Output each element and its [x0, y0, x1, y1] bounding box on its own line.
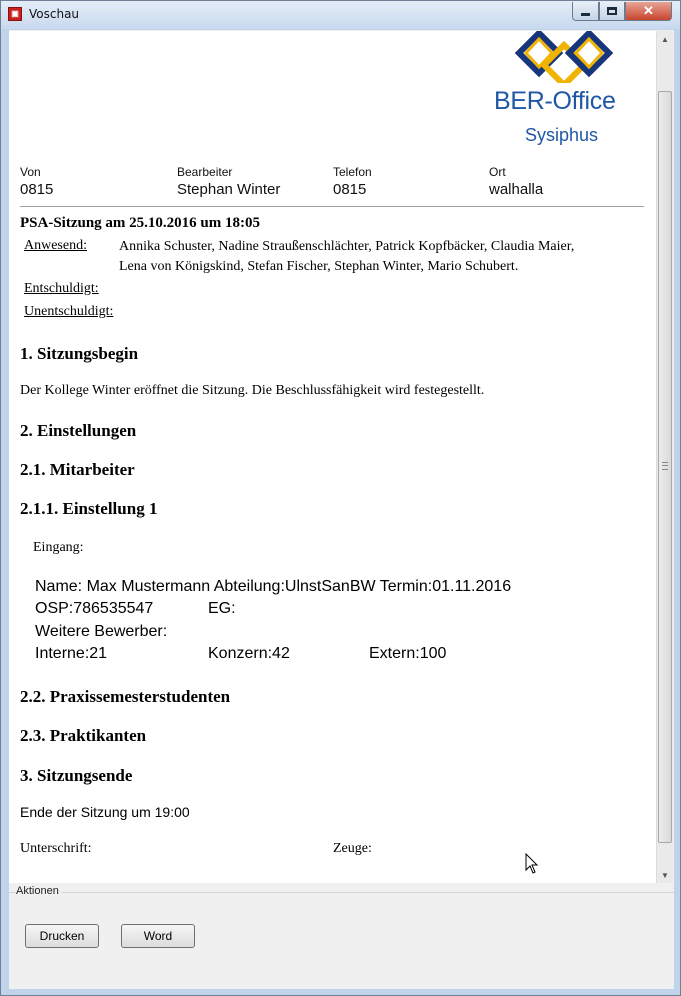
weitere-bewerber-label: Weitere Bewerber:	[35, 623, 168, 640]
osp-value: OSP:786535547	[35, 600, 154, 617]
section-1-text: Der Kollege Winter eröffnet die Sitzung. Die Beschlussfähigkeit wird festegestellt.	[20, 383, 485, 398]
scroll-up-icon[interactable]: ▲	[661, 34, 669, 44]
section-2-2-heading: 2.2. Praxissemesterstudenten	[20, 687, 231, 706]
zeuge-label: Zeuge:	[333, 841, 372, 856]
bearbeiter-label: Bearbeiter	[177, 165, 233, 179]
scroll-down-icon[interactable]: ▼	[661, 870, 669, 880]
mouse-cursor-icon	[525, 853, 539, 875]
app-icon: ▣	[8, 7, 22, 21]
von-value: 0815	[20, 181, 54, 198]
anwesend-line-1: Annika Schuster, Nadine Straußenschlächter, Patrick Kopfbäcker, Claudia Maier,	[119, 239, 575, 254]
section-1-heading: 1. Sitzungsbegin	[20, 344, 139, 363]
actions-group-label: Aktionen	[16, 885, 62, 897]
session-title: PSA-Sitzung am 25.10.2016 um 18:05	[20, 215, 261, 231]
konzern-value: Konzern:42	[208, 645, 290, 662]
maximize-icon	[607, 7, 617, 15]
section-2-1-1-heading: 2.1.1. Einstellung 1	[20, 499, 158, 518]
ber-office-logo-icon	[514, 31, 614, 83]
telefon-label: Telefon	[333, 165, 372, 179]
close-icon: ✕	[643, 3, 654, 18]
unterschrift-label: Unterschrift:	[20, 841, 92, 856]
group-border	[9, 892, 674, 893]
document-preview[interactable]	[9, 31, 656, 883]
scrollbar-grip-icon	[662, 462, 668, 470]
bearbeiter-value: Stephan Winter	[177, 181, 281, 198]
minimize-button[interactable]	[572, 2, 599, 21]
logo-name: BER-Office	[494, 87, 616, 115]
eingang-label: Eingang:	[33, 540, 84, 555]
section-3-text: Ende der Sitzung um 19:00	[20, 804, 190, 820]
unentschuldigt-label: Unentschuldigt:	[24, 304, 114, 319]
section-2-1-heading: 2.1. Mitarbeiter	[20, 460, 135, 479]
eg-value: EG:	[208, 600, 236, 617]
close-button[interactable]	[625, 2, 672, 21]
ort-value: walhalla	[489, 181, 544, 198]
interne-value: Interne:21	[35, 645, 108, 662]
title-bar[interactable]	[1, 1, 680, 29]
scrollbar-thumb[interactable]	[658, 91, 672, 843]
header-divider	[20, 206, 644, 207]
print-button[interactable]: Drucken	[25, 924, 99, 948]
section-3-heading: 3. Sitzungsende	[20, 766, 133, 785]
minimize-icon	[581, 13, 590, 16]
telefon-value: 0815	[333, 181, 367, 198]
von-label: Von	[20, 165, 41, 179]
maximize-button[interactable]	[599, 2, 625, 21]
anwesend-label: Anwesend:	[24, 238, 87, 253]
word-button[interactable]: Word	[121, 924, 195, 948]
ort-label: Ort	[489, 165, 506, 179]
logo-subtitle: Sysiphus	[525, 125, 599, 145]
entschuldigt-label: Entschuldigt:	[24, 281, 99, 296]
extern-value: Extern:100	[369, 645, 447, 662]
client-area	[9, 30, 674, 989]
section-2-heading: 2. Einstellungen	[20, 421, 137, 440]
window-title: Voschau	[29, 7, 80, 21]
section-2-3-heading: 2.3. Praktikanten	[20, 726, 147, 745]
anwesend-line-2: Lena von Königskind, Stefan Fischer, Stephan Winter, Mario Schubert.	[119, 259, 519, 274]
actions-group	[9, 884, 674, 988]
applicant-line: Name: Max Mustermann Abteilung:UlnstSanBW Termin:01.11.2016	[35, 578, 512, 595]
vertical-scrollbar[interactable]	[656, 31, 673, 883]
